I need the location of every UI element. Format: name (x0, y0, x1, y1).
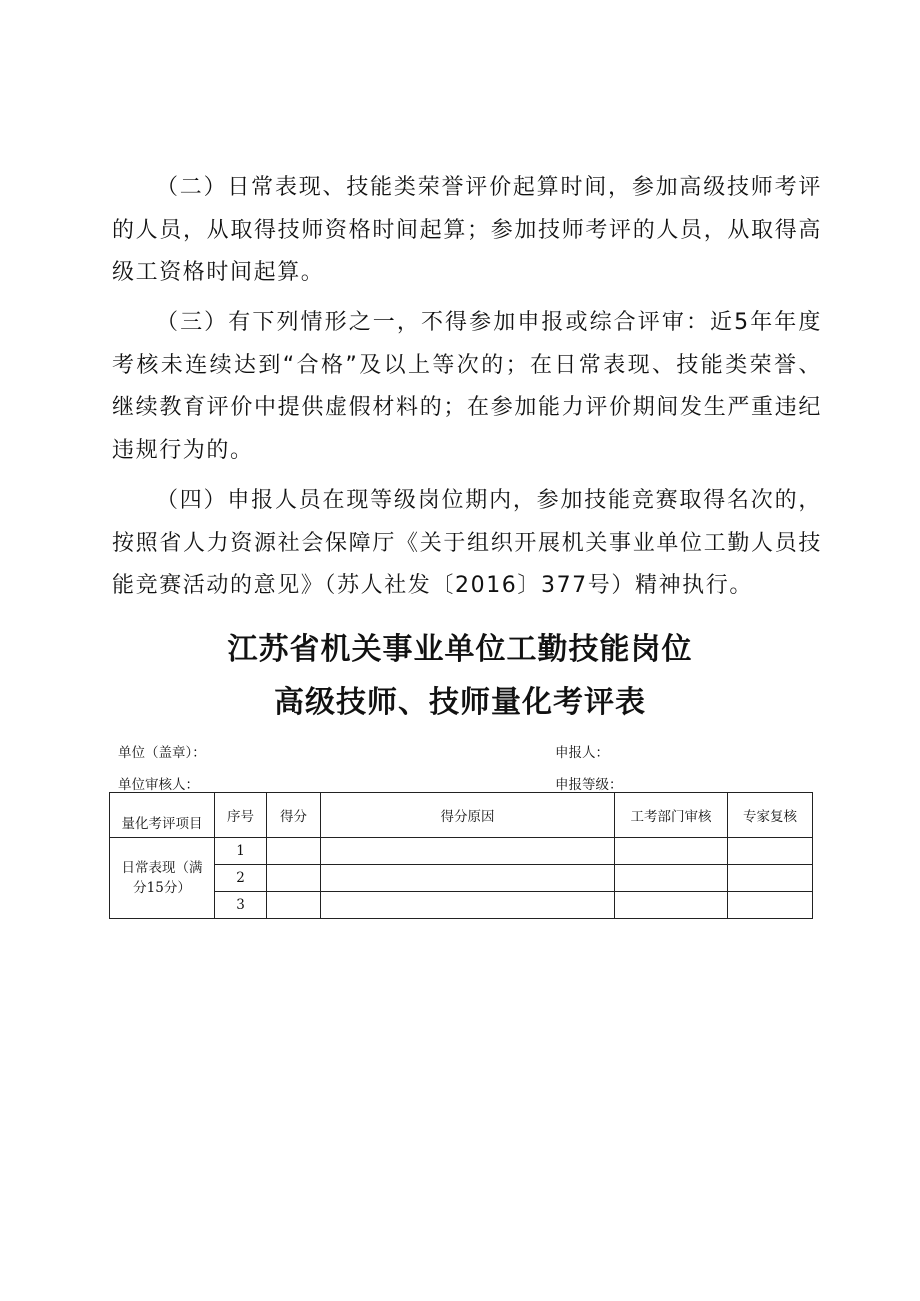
header-item (110, 793, 215, 838)
header-dept-review: 工考部门审核 (615, 793, 728, 838)
expert-review-cell[interactable] (728, 892, 813, 919)
table-row (110, 865, 813, 892)
paragraph-disqualification: （三）有下列情形之一，不得参加申报或综合评审：近5年年度考核未连续达到“合格”及以上等次的；在日常表现、技能类荣誉、继续教育评价中提供虚假材料的；在参加能力评价期间发生严重违纪违规行为的。 (112, 310, 822, 463)
expert-review-cell[interactable] (728, 865, 813, 892)
dept-review-cell[interactable] (615, 892, 728, 919)
applicant-field: 申报人： (555, 745, 609, 761)
form-title-line1: 江苏省机关事业单位工勤技能岗位 (227, 632, 693, 667)
header-item-label: 量化考评项目 (121, 816, 203, 832)
header-score: 得分 (267, 793, 321, 838)
unit-reviewer-field: 单位审核人： (118, 777, 199, 793)
category-label-line1: 日常表现（满 (121, 860, 203, 876)
row-seq: 1 (215, 838, 267, 865)
table-header-row (110, 793, 813, 838)
row-seq: 2 (215, 865, 267, 892)
dept-review-cell[interactable] (615, 865, 728, 892)
score-cell[interactable] (267, 838, 321, 865)
header-seq: 序号 (215, 793, 267, 838)
paragraph-competition: （四）申报人员在现等级岗位期内，参加技能竞赛取得名次的，按照省人力资源社会保障厅《关于组织开展机关事业单位工勤人员技能竞赛活动的意见》（苏人社发〔2016〕377号）精神执行。 (112, 488, 822, 598)
apply-level-field: 申报等级： (555, 777, 623, 793)
header-reason: 得分原因 (321, 793, 615, 838)
unit-seal-field: 单位（盖章）： (118, 745, 206, 761)
score-cell[interactable] (267, 892, 321, 919)
reason-cell[interactable] (321, 865, 615, 892)
paragraph-daily-performance: （二）日常表现、技能类荣誉评价起算时间，参加高级技师考评的人员，从取得技师资格时间起算；参加技师考评的人员，从取得高级工资格时间起算。 (112, 175, 822, 285)
reason-cell[interactable] (321, 892, 615, 919)
evaluation-table (109, 792, 813, 919)
form-title-line2: 高级技师、技师量化考评表 (274, 685, 646, 720)
table-row (110, 892, 813, 919)
reason-cell[interactable] (321, 838, 615, 865)
table-row (110, 838, 813, 865)
category-label-line2: 分15分） (133, 880, 191, 896)
score-cell[interactable] (267, 865, 321, 892)
row-seq: 3 (215, 892, 267, 919)
category-daily-performance (110, 838, 215, 919)
dept-review-cell[interactable] (615, 838, 728, 865)
expert-review-cell[interactable] (728, 838, 813, 865)
header-expert-review: 专家复核 (728, 793, 813, 838)
